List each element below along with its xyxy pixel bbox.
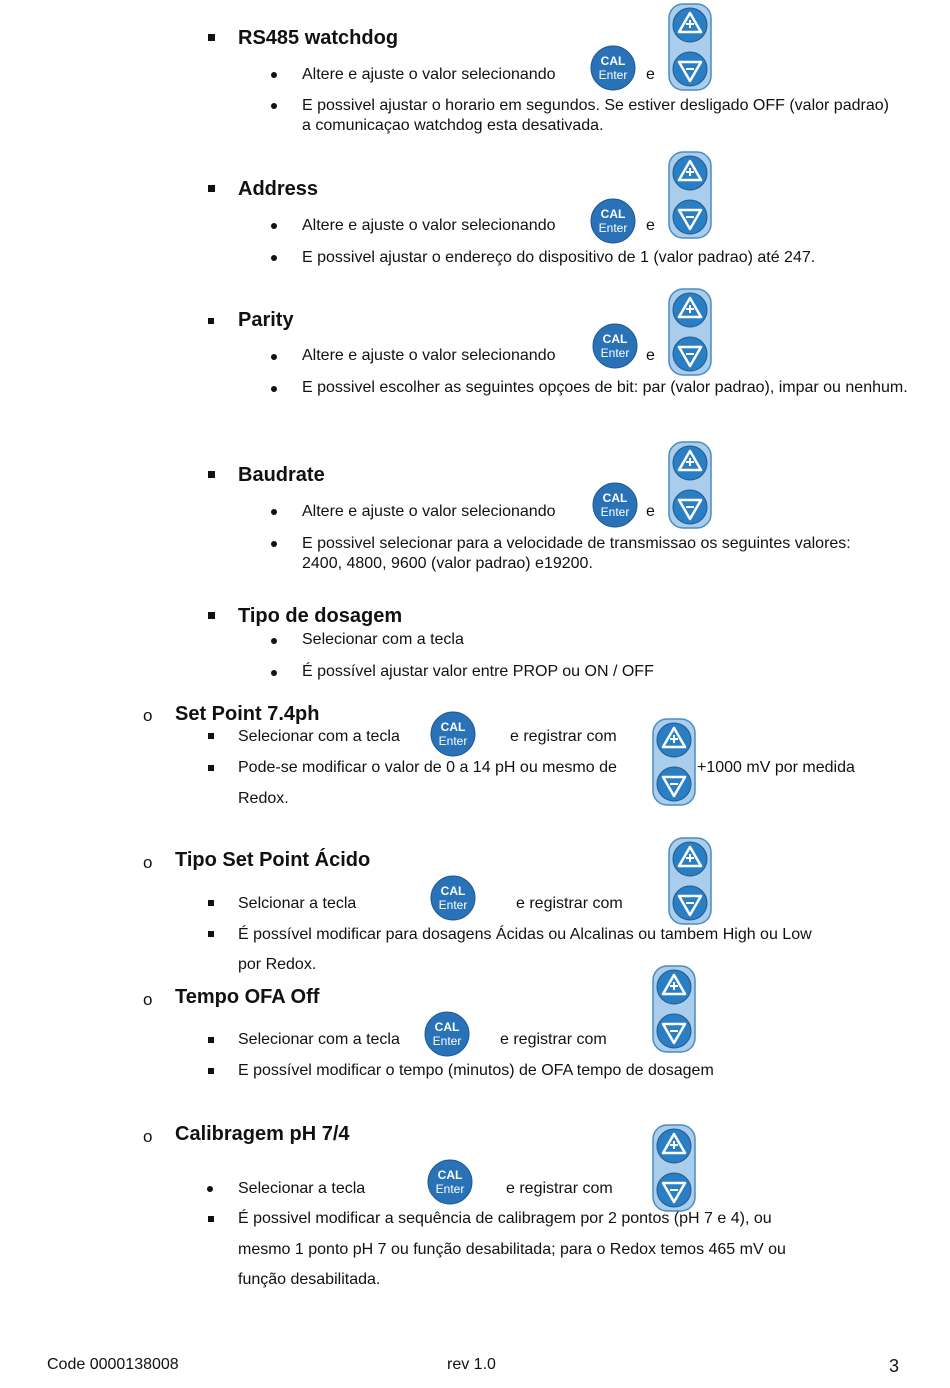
- tempo-ofa-heading: Tempo OFA Off: [175, 986, 320, 1008]
- square-bullet: [208, 34, 215, 41]
- tipo-dosagem-select-text: Selecionar com a tecla: [302, 631, 464, 648]
- and-text: e: [646, 66, 655, 83]
- enter-label: Enter: [598, 221, 628, 235]
- rs485-info-text: E possivel ajustar o horario em segundos. Se estiver desligado OFF (valor padrao) a comunicaçao watchdog esta desativada.: [302, 97, 889, 134]
- enter-label: Enter: [600, 346, 630, 360]
- parity-heading: Parity: [238, 309, 294, 331]
- setpoint-register-text: e registrar com: [510, 728, 617, 745]
- cal-enter-button-icon: [424, 1011, 470, 1057]
- address-adjust-text: Altere e ajuste o valor selecionando: [302, 217, 556, 234]
- cal-label: CAL: [440, 720, 466, 734]
- calibragem-register-text: e registrar com: [506, 1180, 613, 1197]
- tipo-setpoint-register-text: e registrar com: [516, 895, 623, 912]
- up-down-arrows-button-icon: [668, 288, 712, 376]
- cal-label: CAL: [602, 491, 628, 505]
- tipo-setpoint-select-text: Selcionar a tecla: [238, 895, 357, 912]
- up-down-arrows-button-icon: [668, 3, 712, 91]
- address-heading: Address: [238, 178, 319, 200]
- round-bullet: [271, 638, 277, 644]
- square-bullet: [208, 931, 214, 937]
- up-down-arrows-button-icon: [652, 718, 696, 806]
- cal-label: CAL: [440, 884, 466, 898]
- square-bullet: [208, 612, 215, 619]
- square-bullet: [208, 471, 215, 478]
- enter-label: Enter: [435, 1182, 465, 1196]
- tempo-ofa-info-text: E possível modificar o tempo (minutos) de OFA tempo de dosagem: [238, 1062, 714, 1079]
- round-bullet: [271, 255, 277, 261]
- round-bullet: [271, 670, 277, 676]
- baudrate-info-text: E possivel selecionar para a velocidade de transmissao os seguintes valores: 2400, 4800, 9600 (valor padrao) e19200.: [302, 535, 851, 572]
- cal-enter-button-icon: [590, 45, 636, 91]
- parity-info-text: E possivel escolher as seguintes opçoes de bit: par (valor padrao), impar ou nenhum.: [302, 379, 908, 396]
- footer-code: Code 0000138008: [47, 1356, 179, 1373]
- square-bullet: [208, 900, 214, 906]
- address-info-text: E possivel ajustar o endereço do dispositivo de 1 (valor padrao) até 247.: [302, 249, 816, 266]
- enter-label: Enter: [438, 734, 468, 748]
- enter-label: Enter: [600, 505, 630, 519]
- round-bullet: [271, 223, 277, 229]
- setpoint-select-text: Selecionar com a tecla: [238, 728, 400, 745]
- cal-enter-button-icon: [592, 482, 638, 528]
- tipo-dosagem-heading: Tipo de dosagem: [238, 605, 403, 627]
- round-bullet: [271, 509, 277, 515]
- baudrate-adjust-text: Altere e ajuste o valor selecionando: [302, 503, 556, 520]
- cal-label: CAL: [602, 332, 628, 346]
- square-bullet: [208, 1216, 214, 1222]
- tipo-dosagem-info-text: É possível ajustar valor entre PROP ou ON / OFF: [302, 663, 654, 680]
- cal-label: CAL: [434, 1020, 460, 1034]
- and-text: e: [646, 217, 655, 234]
- round-bullet: [271, 541, 277, 547]
- round-bullet: [207, 1186, 213, 1192]
- cal-enter-button-icon: [427, 1159, 473, 1205]
- round-bullet: [271, 354, 277, 360]
- setpoint-info-text: Pode-se modificar o valor de 0 a 14 pH ou mesmo de: [238, 759, 617, 776]
- and-text: e: [646, 347, 655, 364]
- footer-revision: rev 1.0: [447, 1356, 496, 1373]
- circle-bullet: o: [143, 990, 153, 1009]
- rs485-heading: RS485 watchdog: [238, 27, 399, 49]
- rs485-adjust-text: Altere e ajuste o valor selecionando: [302, 66, 556, 83]
- circle-bullet: o: [143, 1127, 153, 1146]
- up-down-arrows-button-icon: [652, 965, 696, 1053]
- up-down-arrows-button-icon: [668, 441, 712, 529]
- up-down-arrows-button-icon: [668, 837, 712, 925]
- cal-enter-button-icon: [430, 875, 476, 921]
- square-bullet: [208, 765, 214, 771]
- calibragem-heading: Calibragem pH 7/4: [175, 1123, 350, 1145]
- tempo-ofa-register-text: e registrar com: [500, 1031, 607, 1048]
- parity-adjust-text: Altere e ajuste o valor selecionando: [302, 347, 556, 364]
- tipo-setpoint-info-text: É possível modificar para dosagens Ácidas ou Alcalinas ou tambem High ou Low: [238, 926, 812, 943]
- cal-enter-button-icon: [590, 198, 636, 244]
- round-bullet: [271, 103, 277, 109]
- up-down-arrows-button-icon: [668, 151, 712, 239]
- and-text: e: [646, 503, 655, 520]
- enter-label: Enter: [432, 1034, 462, 1048]
- cal-label: CAL: [437, 1168, 463, 1182]
- setpoint-info-text-cont: Redox.: [238, 790, 289, 807]
- setpoint-info-text-end: +1000 mV por medida: [697, 759, 855, 776]
- square-bullet: [208, 1037, 214, 1043]
- cal-enter-button-icon: [592, 323, 638, 369]
- cal-label: CAL: [600, 207, 626, 221]
- calibragem-select-text: Selecionar a tecla: [238, 1180, 366, 1197]
- tempo-ofa-select-text: Selecionar com a tecla: [238, 1031, 400, 1048]
- round-bullet: [271, 386, 277, 392]
- cal-enter-button-icon: [430, 711, 476, 757]
- cal-label: CAL: [600, 54, 626, 68]
- square-bullet: [208, 1068, 214, 1074]
- enter-label: Enter: [438, 898, 468, 912]
- up-down-arrows-button-icon: [652, 1124, 696, 1212]
- round-bullet: [271, 72, 277, 78]
- page-number: 3: [889, 1356, 900, 1376]
- tipo-setpoint-info-text-cont: por Redox.: [238, 956, 317, 973]
- square-bullet: [208, 733, 214, 739]
- calibragem-info-text-cont: mesmo 1 ponto pH 7 ou função desabilitada; para o Redox temos 465 mV ou: [238, 1241, 786, 1258]
- calibragem-info-text: É possivel modificar a sequência de calibragem por 2 pontos (pH 7 e 4), ou: [238, 1210, 772, 1227]
- setpoint-heading: Set Point 7.4ph: [175, 703, 320, 725]
- square-bullet: [208, 185, 215, 192]
- enter-label: Enter: [598, 68, 628, 82]
- circle-bullet: o: [143, 853, 153, 872]
- baudrate-heading: Baudrate: [238, 464, 325, 486]
- calibragem-info-text-end: função desabilitada.: [238, 1271, 381, 1288]
- tipo-setpoint-heading: Tipo Set Point Ácido: [175, 849, 371, 871]
- circle-bullet: o: [143, 706, 153, 725]
- square-bullet: [208, 318, 214, 324]
